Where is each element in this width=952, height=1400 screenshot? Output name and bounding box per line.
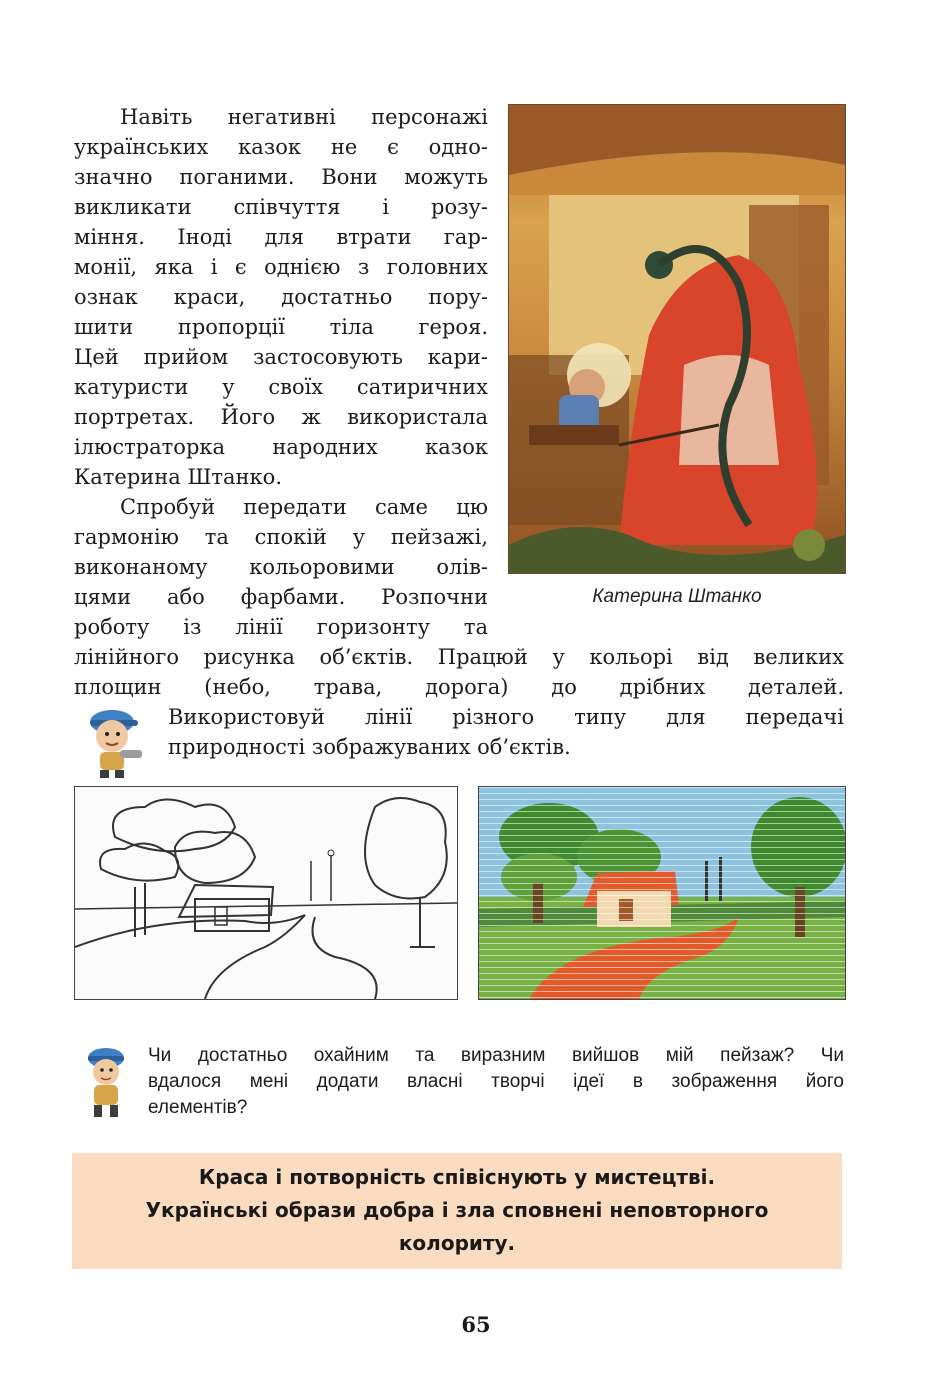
text-line: елементів? [148,1097,248,1118]
illustration-painting [508,104,846,574]
landscape-colored-image [478,786,846,1000]
tip-text [168,702,844,762]
text-line: Навіть негативні персонажі [120,105,488,129]
text-line: ознак краси, достатньо пору- [74,285,488,309]
painting-caption: Катерина Штанко [592,586,762,607]
text-line: Цей прийом застосовують кари- [74,345,488,369]
text-line: викликати співчуття і розу- [74,195,488,219]
text-line: Чи достатньо охайним та виразним вийшов мій пейзаж? Чи [148,1045,844,1066]
text-line: цями або фарбами. Розпочни [74,585,488,609]
text-line: ілюстраторка народних казок [74,435,488,459]
summary-line: Українські образи добра і зла сповнені неповторного [145,1198,769,1222]
summary-box [72,1153,842,1269]
landscape-sketch-image [74,786,458,1000]
text-line: портретах. Його ж використала [74,405,488,429]
task-paragraph [74,492,488,642]
mascot-icon [76,700,152,780]
text-line: Використовуй лінії різного типу для передачі [168,705,844,729]
text-line: катуристи у своїх сатиричних [74,375,488,399]
text-line: Спробуй передати саме цю [120,495,488,519]
text-line: значно поганими. Вони можуть [74,165,488,189]
summary-line: Краса і потворність співіснують у мистецтві. [198,1165,716,1189]
text-line: виконаному кольоровими олів- [74,555,488,579]
task-continuation [74,642,844,702]
text-line: лінійного рисунка об’єктів. Працюй у кольорі від великих [74,645,844,669]
text-line: Катерина Штанко. [74,465,282,489]
text-line: роботу із лінії горизонту та [74,615,488,639]
intro-paragraph [74,102,488,492]
page-number: 65 [461,1312,491,1337]
text-line: монії, яка і є однією з головних [74,255,488,279]
text-line: міння. Іноді для втрати гар- [74,225,488,249]
text-line: природності зображуваних об’єктів. [168,735,571,759]
summary-line: колориту. [398,1231,516,1255]
text-line: гармонію та спокій у пейзажі, [74,525,488,549]
mascot-icon [80,1044,132,1120]
text-line: шити пропорції тіла героя. [74,315,488,339]
text-line: площин (небо, трава, дорога) до дрібних деталей. [74,675,844,699]
text-line: українських казок не є одно- [74,135,488,159]
reflection-text [148,1043,844,1121]
text-line: вдалося мені додати власні творчі ідеї в зображення його [148,1071,844,1092]
